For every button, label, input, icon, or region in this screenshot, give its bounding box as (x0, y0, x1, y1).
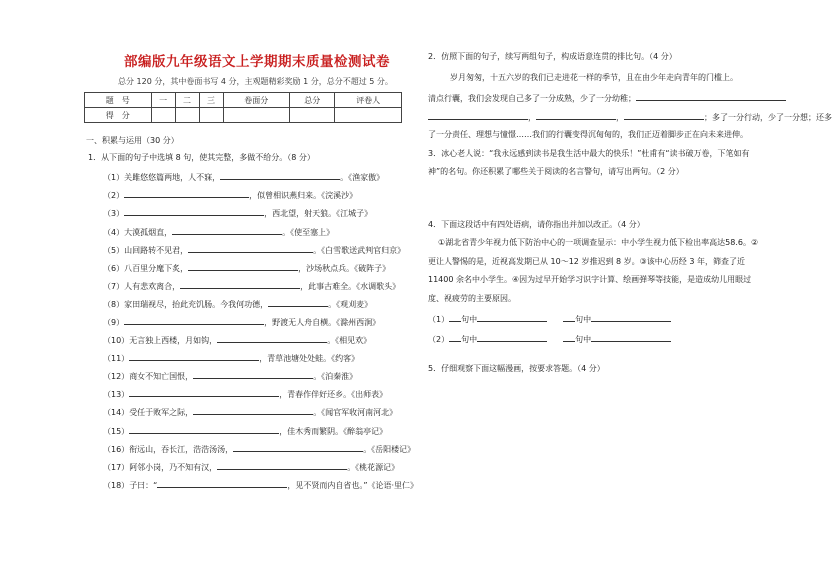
answer-blank[interactable] (172, 226, 282, 235)
answer-blank[interactable] (268, 298, 328, 307)
answer-blank[interactable] (233, 443, 363, 452)
list-item: （5）山回路转不见君， 。《白雪歌送武判官归京》 (103, 246, 406, 255)
answer-blank[interactable] (636, 92, 786, 101)
answer-blank[interactable] (563, 333, 575, 342)
q2-passage-line: 清点行囊，我们会发现自己多了一分成熟，少了一分幼稚； (428, 92, 786, 104)
score-cell[interactable] (290, 108, 335, 123)
q2-passage-line: 岁月匆匆，十五六岁的我们已走进花一样的季节，且在由少年走向青年的门槛上。 (450, 73, 738, 82)
score-header-cell: 二 (175, 93, 199, 108)
answer-blank[interactable] (124, 207, 264, 216)
score-header-cell: 一 (151, 93, 175, 108)
q4-passage-line: 更让人警惕的是，近视高发期已从 10～12 岁推迟到 8 岁。③该中心历经 3 年，筛查了近 (428, 257, 745, 266)
score-header-cell: 三 (199, 93, 223, 108)
score-row-label: 得 分 (85, 108, 152, 123)
q2-passage-line: ， ， ；多了一分行动，少了一分想；还多 (428, 111, 832, 123)
score-cell[interactable] (175, 108, 199, 123)
score-cell[interactable] (223, 108, 290, 123)
q4-passage-line: 11400 余名中小学生。④因为过早开始学习识字计算、绘画弹琴等技能，是造成幼儿用眼过 (428, 275, 752, 284)
question-2: 2．仿照下面的句子，续写两组句子，构成语意连贯的排比句。（4 分） (428, 52, 677, 61)
list-item: （9） ，野渡无人舟自横。《滁州西涧》 (103, 318, 381, 327)
answer-blank[interactable] (129, 388, 279, 397)
exam-title: 部编版九年级语文上学期期末质量检测试卷 (124, 54, 390, 70)
answer-blank[interactable] (563, 313, 575, 322)
q4-answer-line: （1） 句中 句中 (428, 313, 671, 325)
answer-blank[interactable] (188, 262, 298, 271)
answer-blank[interactable] (193, 370, 313, 379)
answer-blank[interactable] (449, 313, 461, 322)
question-4: 4．下面这段话中有四处语病，请你指出并加以改正。（4 分） (428, 220, 645, 229)
score-cell[interactable] (199, 108, 223, 123)
q4-answer-line: （2） 句中 句中 (428, 333, 671, 345)
answer-blank[interactable] (157, 479, 287, 488)
list-item: （10）无言独上西楼，月如钩， 。《相见欢》 (103, 336, 372, 345)
answer-blank[interactable] (477, 333, 547, 342)
question-1: 1．从下面的句子中选填 8 句，使其完整，多做不给分。（8 分） (88, 153, 315, 162)
score-header-cell: 总分 (290, 93, 335, 108)
list-item: （2） ，似曾相识燕归来。《浣溪沙》 (103, 191, 358, 200)
score-header-cell: 卷面分 (223, 93, 290, 108)
answer-blank[interactable] (188, 244, 313, 253)
list-item: （8）家田瑞视尽，抬此充饥肠。今我何功德， 。《观刈麦》 (103, 300, 373, 309)
question-3-cont: 神”的名句。你还积累了哪些关于阅读的名言警句，请写出两句。（2 分） (428, 167, 684, 176)
list-item: （16）衔远山，吞长江，浩浩汤汤， 。《岳阳楼记》 (103, 445, 416, 454)
answer-blank[interactable] (129, 352, 259, 361)
answer-blank[interactable] (217, 334, 327, 343)
list-item: （3） ，西北望，射天狼。《江城子》 (103, 209, 373, 218)
score-table (84, 92, 402, 123)
answer-blank[interactable] (124, 189, 249, 198)
list-item: （15） ，佳木秀而繁阴。《醉翁亭记》 (103, 427, 388, 436)
list-item: （14）受任于败军之际， 。《闻官军收河南河北》 (103, 408, 398, 417)
answer-blank[interactable] (428, 111, 528, 120)
answer-blank[interactable] (624, 111, 704, 120)
score-cell[interactable] (335, 108, 402, 123)
score-header-cell: 评卷人 (335, 93, 402, 108)
answer-blank[interactable] (591, 313, 671, 322)
list-item: （18）子曰：“ ，见不贤而内自省也。”《论语·里仁》 (103, 481, 419, 490)
list-item: （13） ，青春作伴好还乡。《出师表》 (103, 390, 388, 399)
q4-passage-line: 度、视疲劳的主要原因。 (428, 294, 516, 303)
score-table-header-row (85, 93, 402, 108)
answer-blank[interactable] (220, 171, 340, 180)
list-item: （4）大漠孤烟直， 。《使至塞上》 (103, 228, 335, 237)
list-item: （7）人有悲欢离合， ，此事古难全。《水调歌头》 (103, 282, 401, 291)
answer-blank[interactable] (124, 316, 264, 325)
answer-blank[interactable] (449, 333, 461, 342)
score-table-score-row (85, 108, 402, 123)
list-item: （1）关雎悠悠篇两地，人不寐， 。《渔家傲》 (103, 173, 385, 182)
score-cell[interactable] (151, 108, 175, 123)
score-header-cell: 题 号 (85, 93, 152, 108)
list-item: （11） ，青草池塘处处蛙。《约客》 (103, 354, 360, 363)
list-item: （12）商女不知亡国恨， 。《泊秦淮》 (103, 372, 358, 381)
question-3: 3．冰心老人说：“我永远感到读书是我生活中最大的快乐！”杜甫有“读书破万卷，下笔如有 (428, 149, 750, 158)
answer-blank[interactable] (536, 111, 616, 120)
question-5: 5．仔细观察下面这幅漫画，按要求答题。（4 分） (428, 364, 605, 373)
answer-blank[interactable] (129, 425, 279, 434)
answer-blank[interactable] (591, 333, 671, 342)
score-note: 总分 120 分，其中卷面书写 4 分，主观题精彩奖励 1 分，总分不超过 5 分。 (118, 77, 393, 86)
answer-blank[interactable] (180, 280, 300, 289)
answer-blank[interactable] (193, 406, 313, 415)
answer-blank[interactable] (477, 313, 547, 322)
answer-blank[interactable] (217, 461, 347, 470)
q4-passage-line: ①湖北省青少年视力低下防治中心的一项调查显示：中小学生视力低下检出率高达58.6。② (438, 238, 759, 247)
q2-passage-line: 了一分责任、理想与憧憬……我们的行囊变得沉甸甸的，我们正迈着脚步正在向未来进伸。 (428, 130, 748, 139)
list-item: （6）八百里分麾下炙， ，沙场秋点兵。《破阵子》 (103, 264, 391, 273)
section-heading: 一、积累与运用（30 分） (86, 136, 179, 145)
list-item: （17）阿邻小岗，乃不知有汉， 。《桃花源记》 (103, 463, 400, 472)
